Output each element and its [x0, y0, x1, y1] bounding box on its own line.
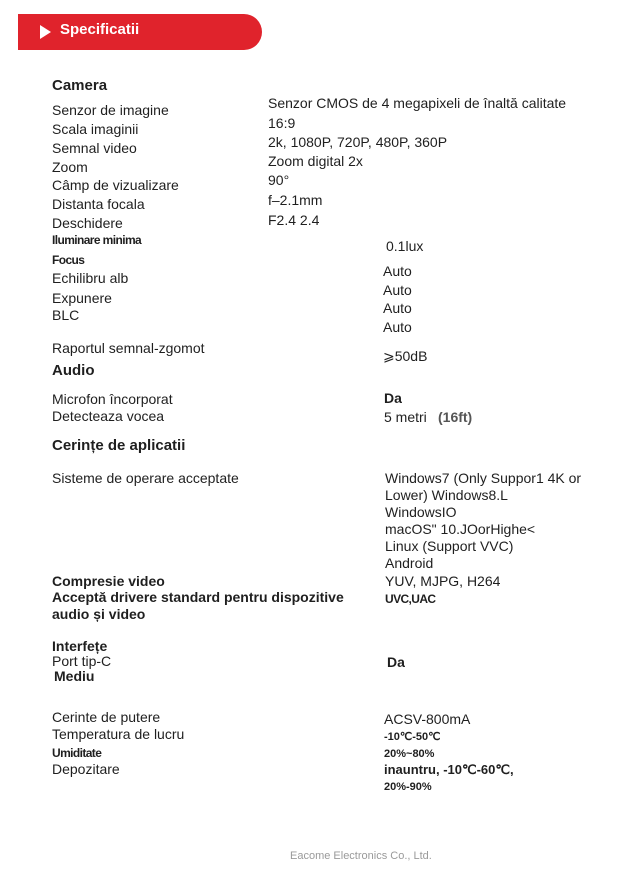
signal-value: 2k, 1080P, 720P, 480P, 360P	[268, 134, 448, 150]
power-value: ACSV-800mA	[384, 711, 471, 727]
humidity-value: 20%~80%	[384, 748, 435, 760]
os-line-4: macOS" 10.JOorHighe<	[385, 521, 536, 537]
focus-value: Auto	[383, 263, 412, 279]
wb-value: Auto	[383, 282, 412, 298]
temp-value: -10℃-50℃	[384, 731, 441, 743]
humidity-label: Umiditate	[52, 746, 102, 760]
play-triangle-icon	[40, 25, 51, 39]
os-line-2: Lower) Windows8.L	[385, 487, 508, 503]
section-banner	[18, 14, 262, 50]
snr-value: ⩾50dB	[383, 348, 428, 364]
drivers-label-1: Acceptă drivere standard pentru dispozitive	[52, 589, 344, 605]
snr-label: Raportul semnal-zgomot	[52, 340, 205, 356]
temp-label: Temperatura de lucru	[52, 726, 185, 742]
footer-company: Eacome Electronics Co., Ltd.	[290, 850, 432, 862]
voice-value-ft: (16ft)	[438, 409, 473, 425]
scale-label: Scala imaginii	[52, 121, 139, 137]
audio-heading: Audio	[52, 362, 95, 379]
focal-label: Distanta focala	[52, 196, 145, 212]
os-line-1: Windows7 (Only Suppor1 4K or	[385, 470, 582, 486]
aperture-label: Deschidere	[52, 215, 123, 231]
zoom-value: Zoom digital 2x	[268, 153, 363, 169]
os-label: Sisteme de operare acceptate	[52, 470, 239, 486]
blc-label: BLC	[52, 307, 80, 323]
exposure-label: Expunere	[52, 290, 112, 306]
sensor-label: Senzor de imagine	[52, 102, 169, 118]
mic-value: Da	[384, 390, 402, 406]
interfaces-heading: Interfețe	[52, 638, 108, 654]
voice-label: Detecteaza vocea	[52, 408, 165, 424]
aperture-value: F2.4 2.4	[268, 212, 320, 228]
banner-title: Specificatii	[60, 21, 140, 38]
fov-label: Câmp de vizualizare	[52, 177, 179, 193]
compress-label: Compresie video	[52, 573, 165, 589]
storage-humidity-value: 20%-90%	[384, 781, 432, 793]
usb-value: Da	[387, 654, 405, 670]
storage-value: inauntru, -10℃-60℃,	[384, 762, 514, 777]
drivers-label-2: audio și video	[52, 606, 146, 622]
exposure-value: Auto	[383, 300, 412, 316]
compress-value: YUV, MJPG, H264	[385, 573, 501, 589]
environment-heading: Mediu	[54, 668, 95, 684]
storage-label: Depozitare	[52, 761, 120, 777]
camera-heading: Camera	[52, 77, 108, 94]
voice-value: 5 metri	[384, 409, 427, 425]
os-line-6: Android	[385, 555, 434, 571]
zoom-label: Zoom	[52, 159, 88, 175]
drivers-value: UVC,UAC	[385, 592, 436, 606]
blc-value: Auto	[383, 319, 412, 335]
wb-label: Echilibru alb	[52, 270, 129, 286]
os-line-5: Linux (Support VVC)	[385, 538, 514, 554]
usb-label: Port tip-C	[52, 653, 112, 669]
fov-value: 90°	[268, 172, 290, 188]
scale-value: 16:9	[268, 115, 296, 131]
sensor-value: Senzor CMOS de 4 megapixeli de înaltă calitate	[268, 95, 567, 111]
focal-value: f–2.1mm	[268, 192, 323, 208]
app-heading: Cerințe de aplicatii	[52, 437, 186, 454]
illum-label: Iluminare minima	[52, 233, 142, 247]
focus-label: Focus	[52, 253, 85, 267]
mic-label: Microfon încorporat	[52, 391, 173, 407]
power-label: Cerinte de putere	[52, 709, 161, 725]
illum-value: 0.1lux	[386, 238, 424, 254]
signal-label: Semnal video	[52, 140, 137, 156]
os-line-3: WindowsIO	[385, 504, 457, 520]
